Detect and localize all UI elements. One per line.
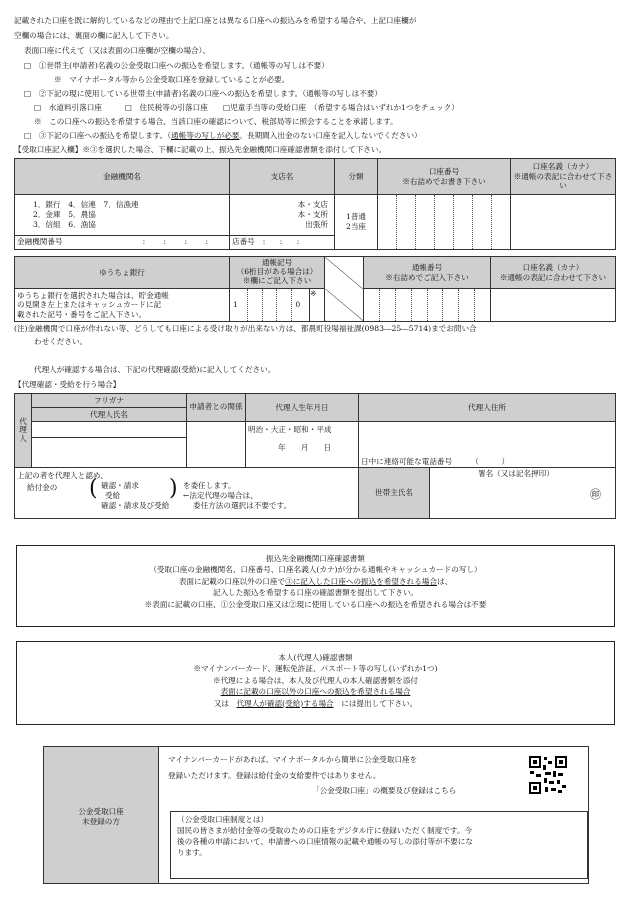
option-1-note: ※ マイナポータル等から公金受取口座を登録していることが必要。: [54, 75, 290, 84]
blank-diagonal-cell: [325, 257, 364, 289]
option-1-checkbox[interactable]: □ ①世帯主(申請者)名義の公金受取口座への振込を希望します。（通帳等の写しは不要）: [24, 61, 329, 70]
header-holder: 口座名義（カナ）: [532, 161, 594, 171]
account-document-box: 振込先金融機関口座確認書類 （受取口座の金融機関名、口座番号、口座名義人(カナ)が分かる通帳やキャッシュカードの写し） 表面に記載の口座以外の口座で③に記入した口座への振込を希望される場合は、 記入した振込を希望する口座の確認書類を提出して下さい。 ※表面に記載の口座、①公金受取口座又は②現に使用している口座への振込を希望される場合は不要: [16, 545, 615, 627]
bank-account-table: [14, 158, 616, 250]
qr-code-icon[interactable]: [528, 755, 568, 795]
account-heading: 【受取口座記入欄】※③を選択した場合、下欄に記載の上、振込先金融機関口座確認書類を添付して下さい。: [14, 145, 387, 154]
relation-field[interactable]: [187, 422, 246, 468]
account-number-field[interactable]: [378, 195, 511, 250]
birth-label: 代理人生年月日: [246, 394, 359, 422]
proxy-table: [14, 393, 616, 519]
yucho-account-table: ゆうちょ銀行 通帳記号 （6桁目がある場合は） ※欄にご記入下さい 通帳番号 ※右詰めでご記入下さい 口座名義（カナ） ※通帳の表記に合わせて下さい ゆうちょ銀行を選択された場合は、貯金通帳 の見開き左上またはキャッシュカードに記 載された記号・番号をご記入下さい。 1 0 ※: [14, 256, 616, 322]
head-name-label: 世帯主氏名: [359, 468, 430, 518]
header-bank: 金融機関名: [15, 159, 230, 195]
option-2-checkbox[interactable]: □ ②下記の現に使用している世帯主(申請者)名義の口座への振込を希望します。（通帳等の写しは不要）: [24, 89, 382, 98]
address-field[interactable]: 日中に連絡可能な電話番号 （ ）: [359, 422, 616, 468]
birth-field[interactable]: 明治・大正・昭和・平成 年 月 日: [246, 422, 359, 468]
option-2-note: ※ この口座への振込を希望する場合、当該口座の確認について、税部局等に照会することを承諾します。: [34, 117, 398, 126]
header-number: 口座番号: [428, 166, 460, 176]
name-label: 代理人氏名: [32, 408, 187, 422]
furigana-label: フリガナ: [32, 394, 187, 408]
head-signature-field[interactable]: 署名（又は記名押印） ㊞: [478, 469, 601, 501]
yucho-number-field[interactable]: [364, 289, 491, 322]
bank-code-field[interactable]: 金融機関番号 : : : :: [15, 235, 230, 249]
intro-line2: 空欄の場合には、裏面の欄に記入して下さい。: [14, 31, 174, 40]
header-yucho: ゆうちょ銀行: [15, 257, 230, 289]
seal-icon: ㊞: [590, 488, 601, 501]
system-definition-box: （公金受取口座制度とは） 国民の皆さまが給付金等の受取のための口座をデジタル庁に登録いただく制度です。今 後の各種の申請において、申請書への口座情報の記載や通帳の写しの添付等が不要にな ります。: [170, 811, 588, 879]
header-number-sub: ※右詰めでお書き下さい: [402, 176, 486, 186]
option-2-sub-checkboxes[interactable]: □ 水道料引落口座 □ 住民税等の引落口座 □児童手当等の受給口座 （希望する場合はいずれか1つをチェック）: [34, 103, 459, 112]
bank-name-field[interactable]: 1．銀行 4．信連 7．信漁連 2．金庫 5．農協 3．信組 6．漁協: [15, 195, 230, 236]
yucho-description: ゆうちょ銀行を選択された場合は、貯金通帳 の見開き左上またはキャッシュカードに記 載された記号・番号をご記入下さい。: [15, 289, 230, 322]
header-type: 分類: [335, 159, 378, 195]
header-branch: 支店名: [230, 159, 335, 195]
delegation-field: 上記の者を代理人と認め、 給付金の ( 確認・請求 受給 確認・請求及び受給 ) を委任します。 ←法定代理の場合は、 委任方法の選択は不要です。: [15, 468, 359, 519]
identity-document-box: 本人(代理人)確認書類 ※マイナンバーカード、運転免許証、パスポート等の写し(いずれか1つ) ※代理による場合は、本人及び代理人の本人確認書類を添付 表面に記載の口座以外の口座への振込を希望される場合 又は 代理人が確認(受給)する場合 には提出して下さい。: [16, 641, 615, 725]
header-holder-sub: ※通帳の表記に合わせて下さい: [513, 171, 613, 191]
yucho-symbol-field[interactable]: 1 0 ※: [230, 289, 325, 322]
account-holder-field[interactable]: [511, 195, 616, 250]
option-3-checkbox[interactable]: □ ③下記の口座への振込を希望します。（通帳等の写しが必要。長期間入出金のない口座を記入しないでください）: [24, 131, 422, 140]
proxy-name-field[interactable]: [32, 422, 187, 468]
public-account-section: 公金受取口座 未登録の方 マイナンバーカードがあれば、マイナポータルから簡単に公金受取口座を 登録いただけます。登録は給付金の支給要件ではありません。 「公金受取口座」の概要及び登録はこちら （公金受取口座制度とは） 国民の皆さまが給付金等の受取のための口座をデジタル庁に登録いただく制度です。今 後の各種の申請において、申請書への口座情報の記載や通帳の写しの添付等が不要にな ります。: [43, 746, 589, 884]
intro-line3: 表面口座に代えて（又は表面の口座欄が空欄の場合）、: [24, 46, 211, 55]
proxy-intro: 代理人が確認する場合は、下記の代理確認(受給)に記入してください。: [34, 365, 276, 374]
note-line2: わせください。: [34, 337, 88, 346]
note-line1: (注)金融機関で口座が作れない等、どうしても口座による受け取りが出来ない方は、都農町役場福祉課(0983―25―5714)までお問い合: [14, 324, 477, 333]
branch-name-field[interactable]: 本・支店 本・支所 出張所: [230, 195, 335, 236]
address-label: 代理人住所: [359, 394, 616, 422]
intro-line1: 記載された口座を既に解約しているなどの理由で上記口座とは異なる口座への振込みを希望する場合や、上記口座欄が: [14, 16, 417, 25]
account-type-field[interactable]: 1普通 2当座: [335, 195, 378, 250]
proxy-heading: 【代理確認・受給を行う場合】: [14, 380, 121, 389]
delegation-options[interactable]: 確認・請求 受給 確認・請求及び受給: [101, 480, 170, 510]
branch-code-field[interactable]: 店番号 : : :: [230, 235, 335, 249]
registration-link[interactable]: 「公金受取口座」の概要及び登録はこちら: [312, 786, 457, 795]
relation-label: 申請者との関係: [187, 394, 246, 422]
yucho-holder-field[interactable]: [491, 289, 616, 322]
proxy-side-label: 代理人: [15, 394, 32, 468]
